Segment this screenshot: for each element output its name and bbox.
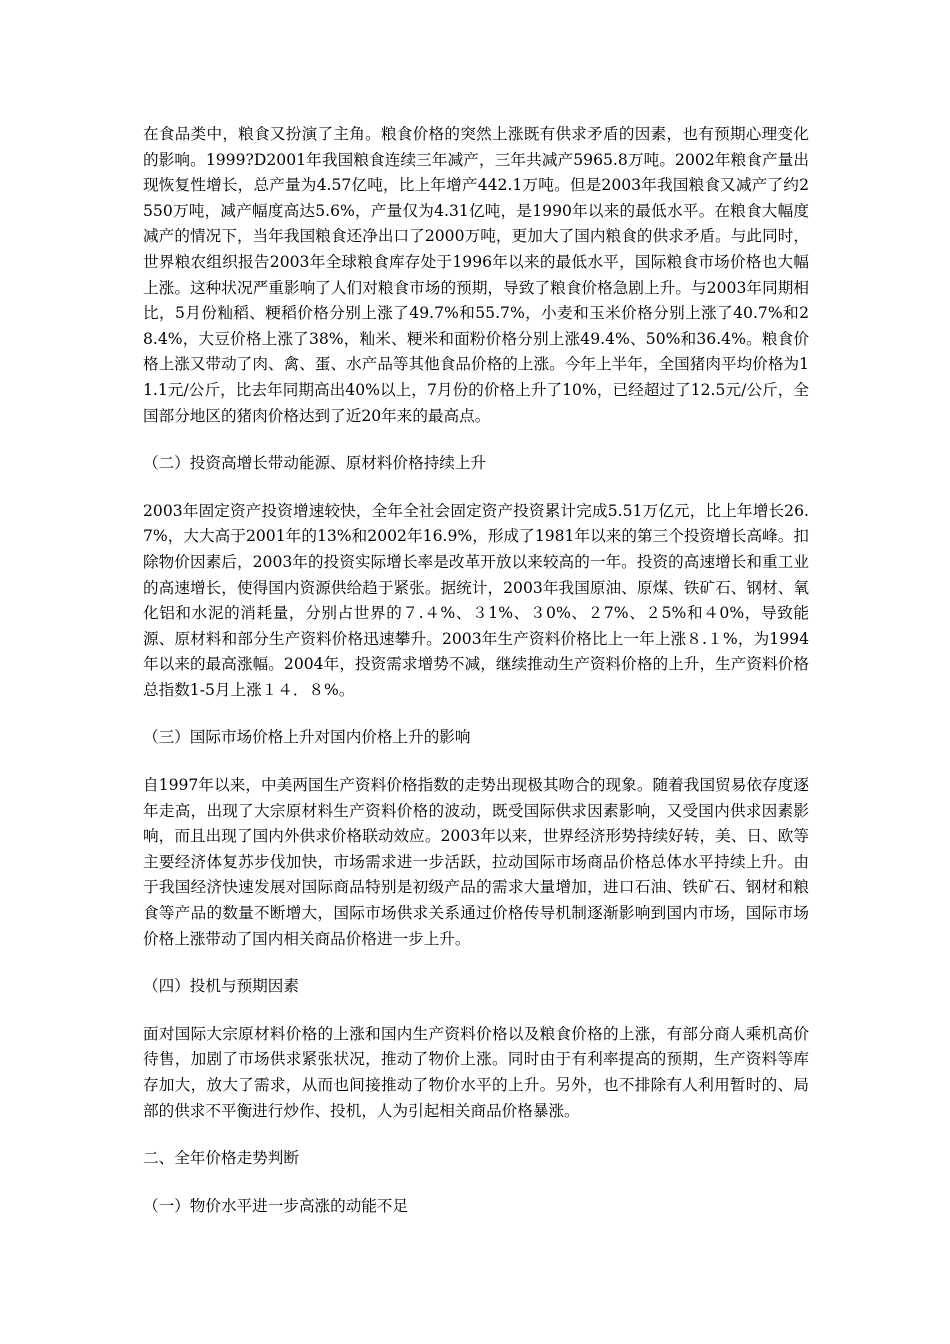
section-heading-speculation: （四）投机与预期因素 — [143, 977, 299, 996]
paragraph-international-prices: 自1997年以来，中美两国生产资料价格指数的走势出现极其吻合的现象。随着我国贸易依存度逐年走高，出现了大宗原材料生产资料价格的波动，既受国际供求因素影响，又受国内供求因素影响，而且出现了国内外供求价格联动效应。2003年以来，世界经济形势持续好转，美、日、欧等主要经济体复苏步伐加快，市场需求进一步活跃，拉动国际市场商品价格总体水平持续上升。由于我国经济快速发展对国际商品特别是初级产品的需求大量增加，进口石油、铁矿石、钢材和粮食等产品的数量不断增大，国际市场供求关系通过价格传导机制逐渐影响到国内市场，国际市场价格上涨带动了国内相关商品价格进一步上升。 — [143, 776, 809, 948]
paragraph-speculation: 面对国际大宗原材料价格的上涨和国内生产资料价格以及粮食价格的上涨，有部分商人乘机高价待售，加剧了市场供求紧张状况，推动了物价上涨。同时由于有利率提高的预期，生产资料等库存加大，放大了需求，从而也间接推动了物价水平的上升。另外，也不排除有人利用暂时的、局部的供求不平衡进行炒作、投机，人为引起相关商品价格暴涨。 — [143, 1024, 809, 1120]
paragraph-grain-prices: 在食品类中，粮食又扮演了主角。粮食价格的突然上涨既有供求矛盾的因素，也有预期心理变化的影响。1999?D2001年我国粮食连续三年减产，三年共减产5965.8万吨。2002年粮食产量出现恢复性增长，总产量为4.57亿吨，比上年增产442.1万吨。但是2003年我国粮食又减产了约2550万吨，减产幅度高达5.6%，产量仅为4.31亿吨，是1990年以来的最低水平。在粮食大幅度减产的情况下，当年我国粮食还净出口了2000万吨，更加大了国内粮食的供求矛盾。与此同时，世界粮农组织报告2003年全球粮食库存处于1996年以来的最低水平，国际粮食市场价格也大幅上涨。这种状况严重影响了人们对粮食市场的预期，导致了粮食价格急剧上升。与2003年同期相比，5月份籼稻、粳稻价格分别上涨了49.7%和55.7%，小麦和玉米价格分别上涨了40.7%和28.4%，大豆价格上涨了38%，籼米、粳米和面粉价格分别上涨49.4%、50%和36.4%。粮食价格上涨又带动了肉、禽、蛋、水产品等其他食品价格的上涨。今年上半年，全国猪肉平均价格为11.1元/公斤，比去年同期高出40%以上，7月份的价格上升了10%，已经超过了12.5元/公斤，全国部分地区的猪肉价格达到了近20年来的最高点。 — [143, 125, 809, 425]
section-heading-price-momentum: （一）物价水平进一步高涨的动能不足 — [143, 1196, 409, 1215]
section-heading-annual-trend: 二、全年价格走势判断 — [143, 1149, 299, 1168]
document-page — [143, 122, 809, 1219]
section-heading-investment: （二）投资高增长带动能源、原材料价格持续上升 — [143, 454, 487, 473]
paragraph-investment-growth: 2003年固定资产投资增速较快，全年全社会固定资产投资累计完成5.51万亿元，比上年增长26.7%，大大高于2001年的13%和2002年16.9%，形成了1981年以来的第三个投资增长高峰。扣除物价因素后，2003年的投资实际增长率是改革开放以来较高的一年。投资的高速增长和重工业的高速增长，使得国内资源供给趋于紧张。据统计，2003年我国原油、原煤、铁矿石、钢材、氧化铝和水泥的消耗量，分别占世界的７.４%、３1%、３0%、２7%、２5%和４0%，导致能源、原材料和部分生产资料价格迅速攀升。2003年生产资料价格比上一年上涨８.１%，为1994年以来的最高涨幅。2004年，投资需求增势不减，继续推动生产资料价格的上升，生产资料价格总指数1-5月上涨１４．８%。 — [143, 501, 809, 699]
section-heading-international-market: （三）国际市场价格上升对国内价格上升的影响 — [143, 728, 471, 747]
